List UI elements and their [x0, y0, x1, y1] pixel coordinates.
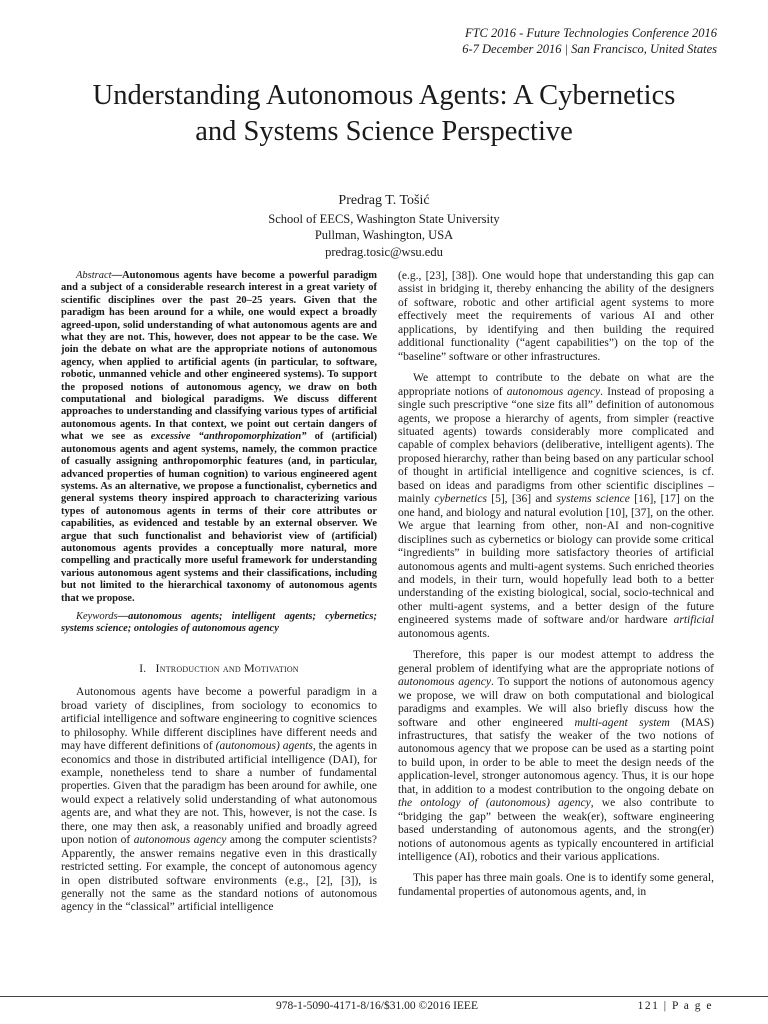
title-line-2: and Systems Science Perspective [195, 116, 573, 147]
keywords-label: Keywords [76, 610, 118, 622]
author-affiliation: School of EECS, Washington State University [268, 211, 500, 226]
section-title: Introduction and Motivation [155, 660, 299, 675]
keywords: Keywords—autonomous agents; intelligent agents; cybernetics; systems science; ontologies of autonomous agency [61, 610, 377, 635]
conference-date-location: 6-7 December 2016 | San Francisco, United States [462, 42, 717, 56]
section-number: I. [139, 662, 147, 675]
right-column [398, 270, 714, 899]
author-block [0, 193, 768, 260]
abstract-label: Abstract [76, 270, 112, 281]
right-paragraph-2: We attempt to contribute to the debate on what are the appropriate notions of autonomous agency. Instead of proposing a single such prescriptive “one size fits all” definition of autonomous agents, we propose a hierarchy of agents, from simpler (reactive situated agents) towards considerably more complicated and capable of complex behaviors (deliberative, intelligent agents). The proposed hierarchy, rather than being based on any particular school of thought in artificial intelligence and cognitive sciences, is cf. based on ideas and paradigms from other scientific disciplines – mainly cybernetics [5], [36] and systems science [16], [17] on the one hand, and biology and natural evolution [10], [37], on the other. We argue that learning from other, non-AI and non-cognitive disciplines such as cybernetics or biology can provide some critical “ingredients” in building more satisfactory theories of artificial autonomous agents and multi-agent systems. Such enriched theories and models, in their turn, would hopefully lead both to a better understanding of the existing biological, social, socio-technical and other multi-agent systems, and a better design of the future engineered systems made of software and/or hardware artificial autonomous agents. [398, 372, 715, 640]
section-heading [61, 662, 377, 676]
author-name: Predrag T. Tošić [338, 193, 430, 208]
page-number: 121 | P a g e [637, 1000, 713, 1012]
isbn-copyright: 978-1-5090-4171-8/16/$31.00 ©2016 IEEE [276, 1000, 478, 1012]
paper-title [40, 78, 728, 150]
right-paragraph-continued: (e.g., [23], [38]). One would hope that understanding this gap can assist in bridging it, thereby enhancing the ability of the designers of software, robotic and other artificial agent systems to more effectively meet the requirements of various AI and other applications, by identifying and then building the required additional functionality (“agent capabilities”) on the top of the “baseline” software or other infrastructures. [398, 270, 714, 363]
author-location: Pullman, Washington, USA [314, 228, 454, 242]
left-column [61, 270, 377, 915]
conference-header [462, 25, 717, 57]
right-paragraph-4: This paper has three main goals. One is to identify some general, fundamental properties of autonomous agents, and, in [398, 872, 714, 898]
author-email[interactable]: predrag.tosic@wsu.edu [325, 244, 443, 259]
page-footer [0, 996, 768, 1017]
abstract: Abstract—Autonomous agents have become a powerful paradigm and a subject of a considerable research interest in a great variety of scientific disciplines over the past 20–25 years. Given that the paradigm has been around for a while, one would expect a broadly agreed-upon, solid understanding of what autonomous agents are and what they are not. This, however, does not appear to be the case. We join the debate on what are the appropriate notions of autonomous agency, when applied to artificial agents (in particular, to software, robotic, unmanned vehicle and other engineered systems). To support the proposed notions of autonomous agency, we draw on both computational and biological paradigms. We discuss different approaches to understanding and classifying various types of artificial autonomous agents. In that context, we point out certain dangers of what we see as excessive “anthropomorphization” of (artificial) autonomous agents and agent systems, namely, the common practice of casually assigning anthropomorphic features (and, in particular, advanced properties of human cognition) to various engineered agent systems. As an alternative, we propose a functionalist, cybernetics and general systems theory inspired approach to characterizing various types of autonomous agents in terms of their core attributes or capabilities, as evidenced and testable by an external observer. We argue that such functionalist and behaviorist view of (artificial) autonomous agents provides a conceptually more natural, more compelling and practically more useful framework for understanding various autonomous agent systems and their classifications, including but not limited to the hierarchical taxonomy of autonomous agents that we propose. [61, 270, 377, 604]
intro-paragraph-1: Autonomous agents have become a powerful paradigm in a broad variety of disciplines, from sociology to economics to artificial intelligence and software engineering to cognitive sciences to philosophy. While different disciplines have different needs and may have different definitions of (autonomous) agents, the agents in economics and those in distributed artificial intelligence (DAI), for example, nonetheless tend to share a number of fundamental properties. Given that the paradigm has been around for awhile, one would expect a relatively solid understanding of what autonomous agents are, and what they are not. This, however, is not the case. Is there, one may then ask, a reasonably unified and broadly agreed upon notion of autonomous agency among the computer scientists? Apparently, the answer remains negative even in this drastically restricted setting. For example, the concept of autonomous agency in open distributed software environments (e.g., [2], [3]), is generally not the same as the standard notions of autonomous agency in the “classical” artificial intelligence [61, 686, 377, 914]
right-paragraph-3: Therefore, this paper is our modest attempt to address the general problem of identifying what are the appropriate notions of autonomous agency. To support the notions of autonomous agency we propose, we will draw on both computational and biological paradigms and examples. We will also briefly discuss how the software and other engineered multi-agent system (MAS) infrastructures, that satisfy the weaker of the two notions of autonomous agency that we propose can be used as a starting point to build upon, in order to be able to meet the design needs of the application-level, stronger autonomous agency. Thus, it is our hope that, in addition to a modest contribution to the ongoing debate on the ontology of (autonomous) agency, we also contribute to “bridging the gap” between the weak(er), software engineering based understanding of autonomous agents, and the strong(er) notions of autonomous agents as typically encountered in artificial intelligence (AI), robotics and their various applications. [398, 649, 715, 864]
conference-name: FTC 2016 - Future Technologies Conference 2016 [464, 26, 717, 40]
title-line-1: Understanding Autonomous Agents: A Cybernetics [92, 80, 676, 111]
